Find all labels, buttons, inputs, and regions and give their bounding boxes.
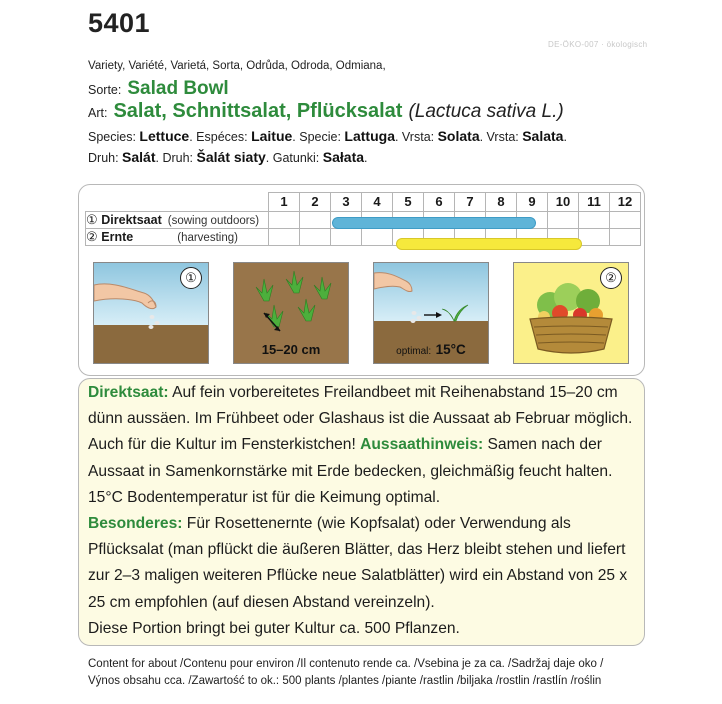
species-translations	[88, 128, 567, 144]
direktsaat-heading: Direktsaat:	[88, 384, 169, 401]
species-value: Solata	[437, 128, 480, 144]
aussaathinweis-text: Samen nach der Aussaat in Samenkornstärke mit Erde bedecken, gleichmäßig feucht halten. 15°C Bodentemperatur ist für die Keimung optimal.	[88, 436, 613, 506]
species-label: .	[563, 130, 567, 144]
step-two-marker: ②	[600, 267, 622, 289]
species-value: Laitue	[251, 128, 293, 144]
variety-name: Salad Bowl	[127, 78, 229, 99]
aussaathinweis-heading: Aussaathinweis:	[360, 436, 484, 454]
calendar-cell	[579, 211, 610, 228]
harvest-illustration	[513, 262, 629, 364]
druh-value: Šalát siaty	[196, 149, 266, 165]
faint-certification-text: DE-ÖKO-007 · ökologisch	[548, 40, 648, 49]
druh-label: Druh:	[88, 151, 123, 165]
row-name: Direktsaat	[101, 212, 162, 227]
druh-label: . Druh:	[155, 151, 197, 165]
species-label: Species:	[88, 130, 140, 144]
germination-illustration	[373, 262, 489, 364]
step-marker: ①	[86, 211, 98, 227]
month-cell: 5	[393, 193, 424, 212]
species-label: . Vrsta:	[479, 130, 523, 144]
calendar-month-header	[86, 193, 641, 212]
month-cell: 9	[517, 193, 548, 212]
besonderes-text: Für Rosettenernte (wie Kopfsalat) oder Verwendung als Pflücksalat (man pflückt die äußeren Blätter, das Herz bleibt stehen und liefert zur 2–3 maligen weiteren Pflücke neue Salatblätter) wird ein Abstand von 25 x 25 cm empfohlen (auf diesen Abstand vereinzeln).	[88, 515, 628, 611]
druh-label: . Gatunki:	[265, 151, 323, 165]
variety-row	[88, 78, 229, 100]
variety-languages-label: Variety, Variété, Varietá, Sorta, Odrůda, Odroda, Odmiana,	[88, 60, 386, 72]
month-cell: 11	[579, 193, 610, 212]
sowing-period-bar	[332, 217, 536, 229]
spacing-illustration	[233, 262, 349, 364]
species-row	[88, 100, 564, 123]
row-translation: (sowing outdoors)	[167, 214, 260, 227]
calendar-row-label	[86, 228, 269, 245]
art-label: Art:	[88, 106, 108, 120]
species-value: Salata	[522, 128, 564, 144]
calendar-cell	[269, 211, 300, 228]
species-value: Lettuce	[139, 128, 190, 144]
calendar-cell	[300, 228, 331, 245]
temperature-label	[374, 341, 488, 359]
species-value: Lattuga	[344, 128, 395, 144]
portion-text: Diese Portion bringt bei guter Kultur ca. 500 Pflanzen.	[88, 619, 460, 637]
calendar-cell	[269, 228, 300, 245]
step-marker: ②	[86, 228, 98, 244]
calendar-corner	[86, 193, 269, 212]
calendar-cell	[579, 228, 610, 245]
druh-label: .	[364, 151, 368, 165]
species-label: . Specie:	[292, 130, 345, 144]
month-cell: 1	[269, 193, 300, 212]
calendar-cell	[300, 211, 331, 228]
month-cell: 2	[300, 193, 331, 212]
druh-value: Salát	[122, 149, 156, 165]
harvest-period-bar	[396, 238, 582, 250]
latin-name: (Lactuca sativa L.)	[408, 101, 564, 122]
sorte-label: Sorte:	[88, 83, 122, 97]
content-note-line2: Výnos obsahu cca. /Zawartość to ok.: 500 plants /plantes /piante /rastlin /biljaka /rostlin /rastlín /roślin	[88, 675, 602, 687]
month-cell: 7	[455, 193, 486, 212]
month-cell: 6	[424, 193, 455, 212]
druh-translations	[88, 149, 368, 165]
calendar-cell	[331, 228, 362, 245]
step-one-marker: ①	[180, 267, 202, 289]
calendar-cell	[610, 228, 641, 245]
month-cell: 10	[548, 193, 579, 212]
besonderes-heading: Besonderes:	[88, 515, 183, 533]
temperature-value: 15°C	[435, 342, 466, 357]
content-note-line1: Content for about /Contenu pour environ /Il contenuto rende ca. /Vsebina je za ca. /Sadržaj daje oko /	[88, 658, 604, 670]
species-label: . Vrsta:	[394, 130, 438, 144]
month-cell: 4	[362, 193, 393, 212]
product-code: 5401	[88, 8, 151, 38]
species-label: . Espéces:	[189, 130, 252, 144]
month-cell: 12	[610, 193, 641, 212]
species-name: Salat, Schnittsalat, Pflücksalat	[113, 100, 403, 122]
instructions-text	[88, 380, 636, 642]
row-translation: (harvesting)	[177, 231, 238, 244]
sowing-illustration	[93, 262, 209, 364]
month-cell: 3	[331, 193, 362, 212]
druh-value: Sałata	[322, 149, 365, 165]
calendar-cell	[548, 211, 579, 228]
calendar-row-label	[86, 211, 269, 228]
direktsaat-text: Auf fein vorbereitetes Freilandbeet mit Reihenabstand 15–20 cm dünn aussäen. Im Frühbeet oder Glashaus ist die Aussaat ab Februar möglich. Auch für die Kultur im Fensterkistchen!	[88, 384, 633, 454]
spacing-label: 15–20 cm	[261, 342, 321, 357]
row-name: Ernte	[101, 229, 134, 244]
month-cell: 8	[486, 193, 517, 212]
calendar-cell	[362, 228, 393, 245]
calendar-cell	[610, 211, 641, 228]
temperature-prefix: optimal:	[396, 346, 432, 357]
